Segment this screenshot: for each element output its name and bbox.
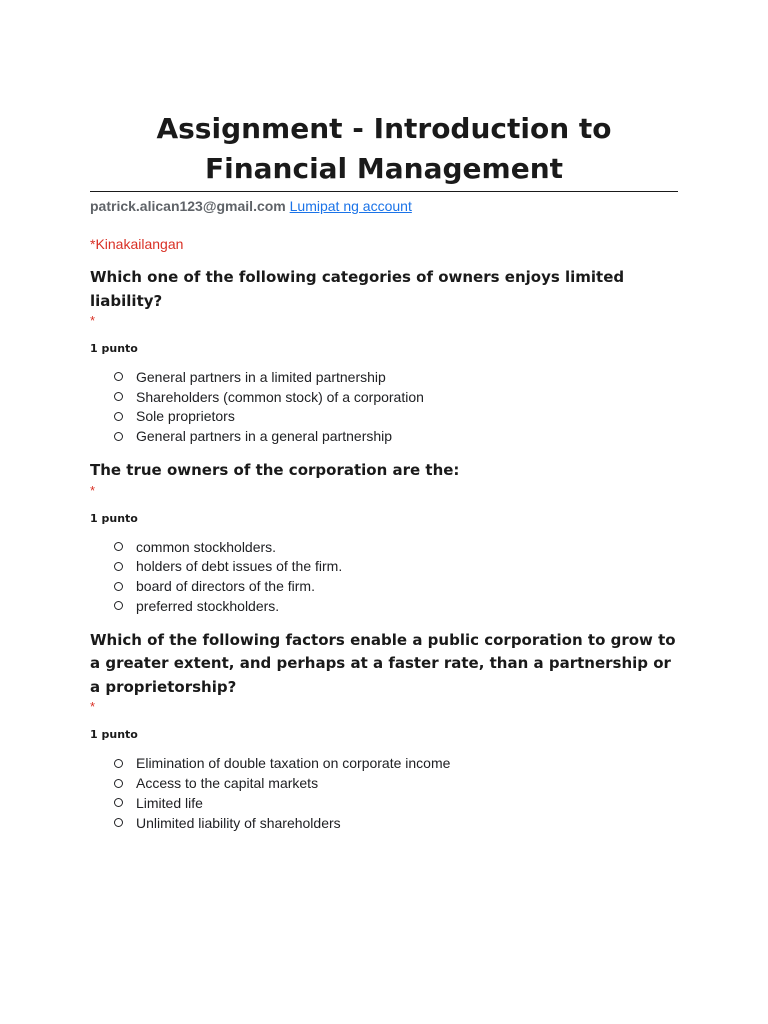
form-title [90,109,678,189]
account-email: patrick.alican123@gmail.com [90,198,286,214]
question-points: 1 punto [90,511,138,525]
radio-circle-icon[interactable] [114,582,123,591]
question-points: 1 punto [90,342,138,355]
radio-circle-icon[interactable] [114,372,123,381]
radio-option[interactable] [114,576,678,596]
account-line [90,197,678,215]
option-list [90,753,678,832]
question-text: Which of the following factors enable a public corporation to grow to a greater extent, and perhaps at a faster rate, than a partnership or a proprietorship? [90,630,676,696]
option-label: Unlimited liability of shareholders [136,814,341,831]
radio-circle-icon[interactable] [114,779,123,788]
radio-circle-icon[interactable] [114,818,123,827]
required-asterisk: * [90,313,96,328]
option-list [90,367,678,446]
option-list [90,537,678,616]
radio-option[interactable] [114,793,678,813]
required-note: *Kinakailangan [90,236,184,252]
radio-option[interactable] [114,537,678,557]
radio-circle-icon[interactable] [114,798,123,807]
question-3 [90,629,678,833]
radio-option[interactable] [114,753,678,773]
form-title-line-2: Financial Management [204,152,564,185]
radio-circle-icon[interactable] [114,392,123,401]
option-label: Access to the capital markets [136,775,319,792]
radio-circle-icon[interactable] [114,432,123,441]
radio-option[interactable] [114,367,678,387]
option-label: Sole proprietors [136,408,235,425]
radio-option[interactable] [114,407,678,427]
radio-option[interactable] [114,773,678,793]
required-asterisk: * [90,482,96,498]
option-label: Limited life [136,794,203,811]
question-1 [90,266,678,446]
radio-option[interactable] [114,813,678,833]
option-label: Shareholders (common stock) of a corporation [136,388,424,405]
option-label: General partners in a general partnership [136,428,393,445]
option-label: General partners in a limited partnership [136,368,386,385]
required-asterisk: * [90,699,96,715]
radio-option[interactable] [114,556,678,576]
question-2 [90,459,678,616]
radio-circle-icon[interactable] [114,542,123,551]
question-points: 1 punto [90,728,138,742]
option-label: common stockholders. [136,538,277,555]
title-divider [90,191,678,192]
radio-circle-icon[interactable] [114,412,123,421]
radio-option[interactable] [114,596,678,616]
radio-circle-icon[interactable] [114,601,123,610]
option-label: board of directors of the firm. [136,578,315,595]
radio-circle-icon[interactable] [114,562,123,571]
radio-circle-icon[interactable] [114,759,123,768]
question-text: The true owners of the corporation are the: [90,461,460,480]
option-label: preferred stockholders. [136,597,280,614]
form-title-line-1: Assignment - Introduction to [156,112,612,145]
question-text: Which one of the following categories of owners enjoys limited liability? [90,268,625,310]
option-label: holders of debt issues of the firm. [136,558,343,575]
radio-option[interactable] [114,387,678,407]
option-label: Elimination of double taxation on corporate income [136,755,451,772]
switch-account-link[interactable]: Lumipat ng account [289,198,412,214]
radio-option[interactable] [114,426,678,446]
form-page [90,0,678,833]
